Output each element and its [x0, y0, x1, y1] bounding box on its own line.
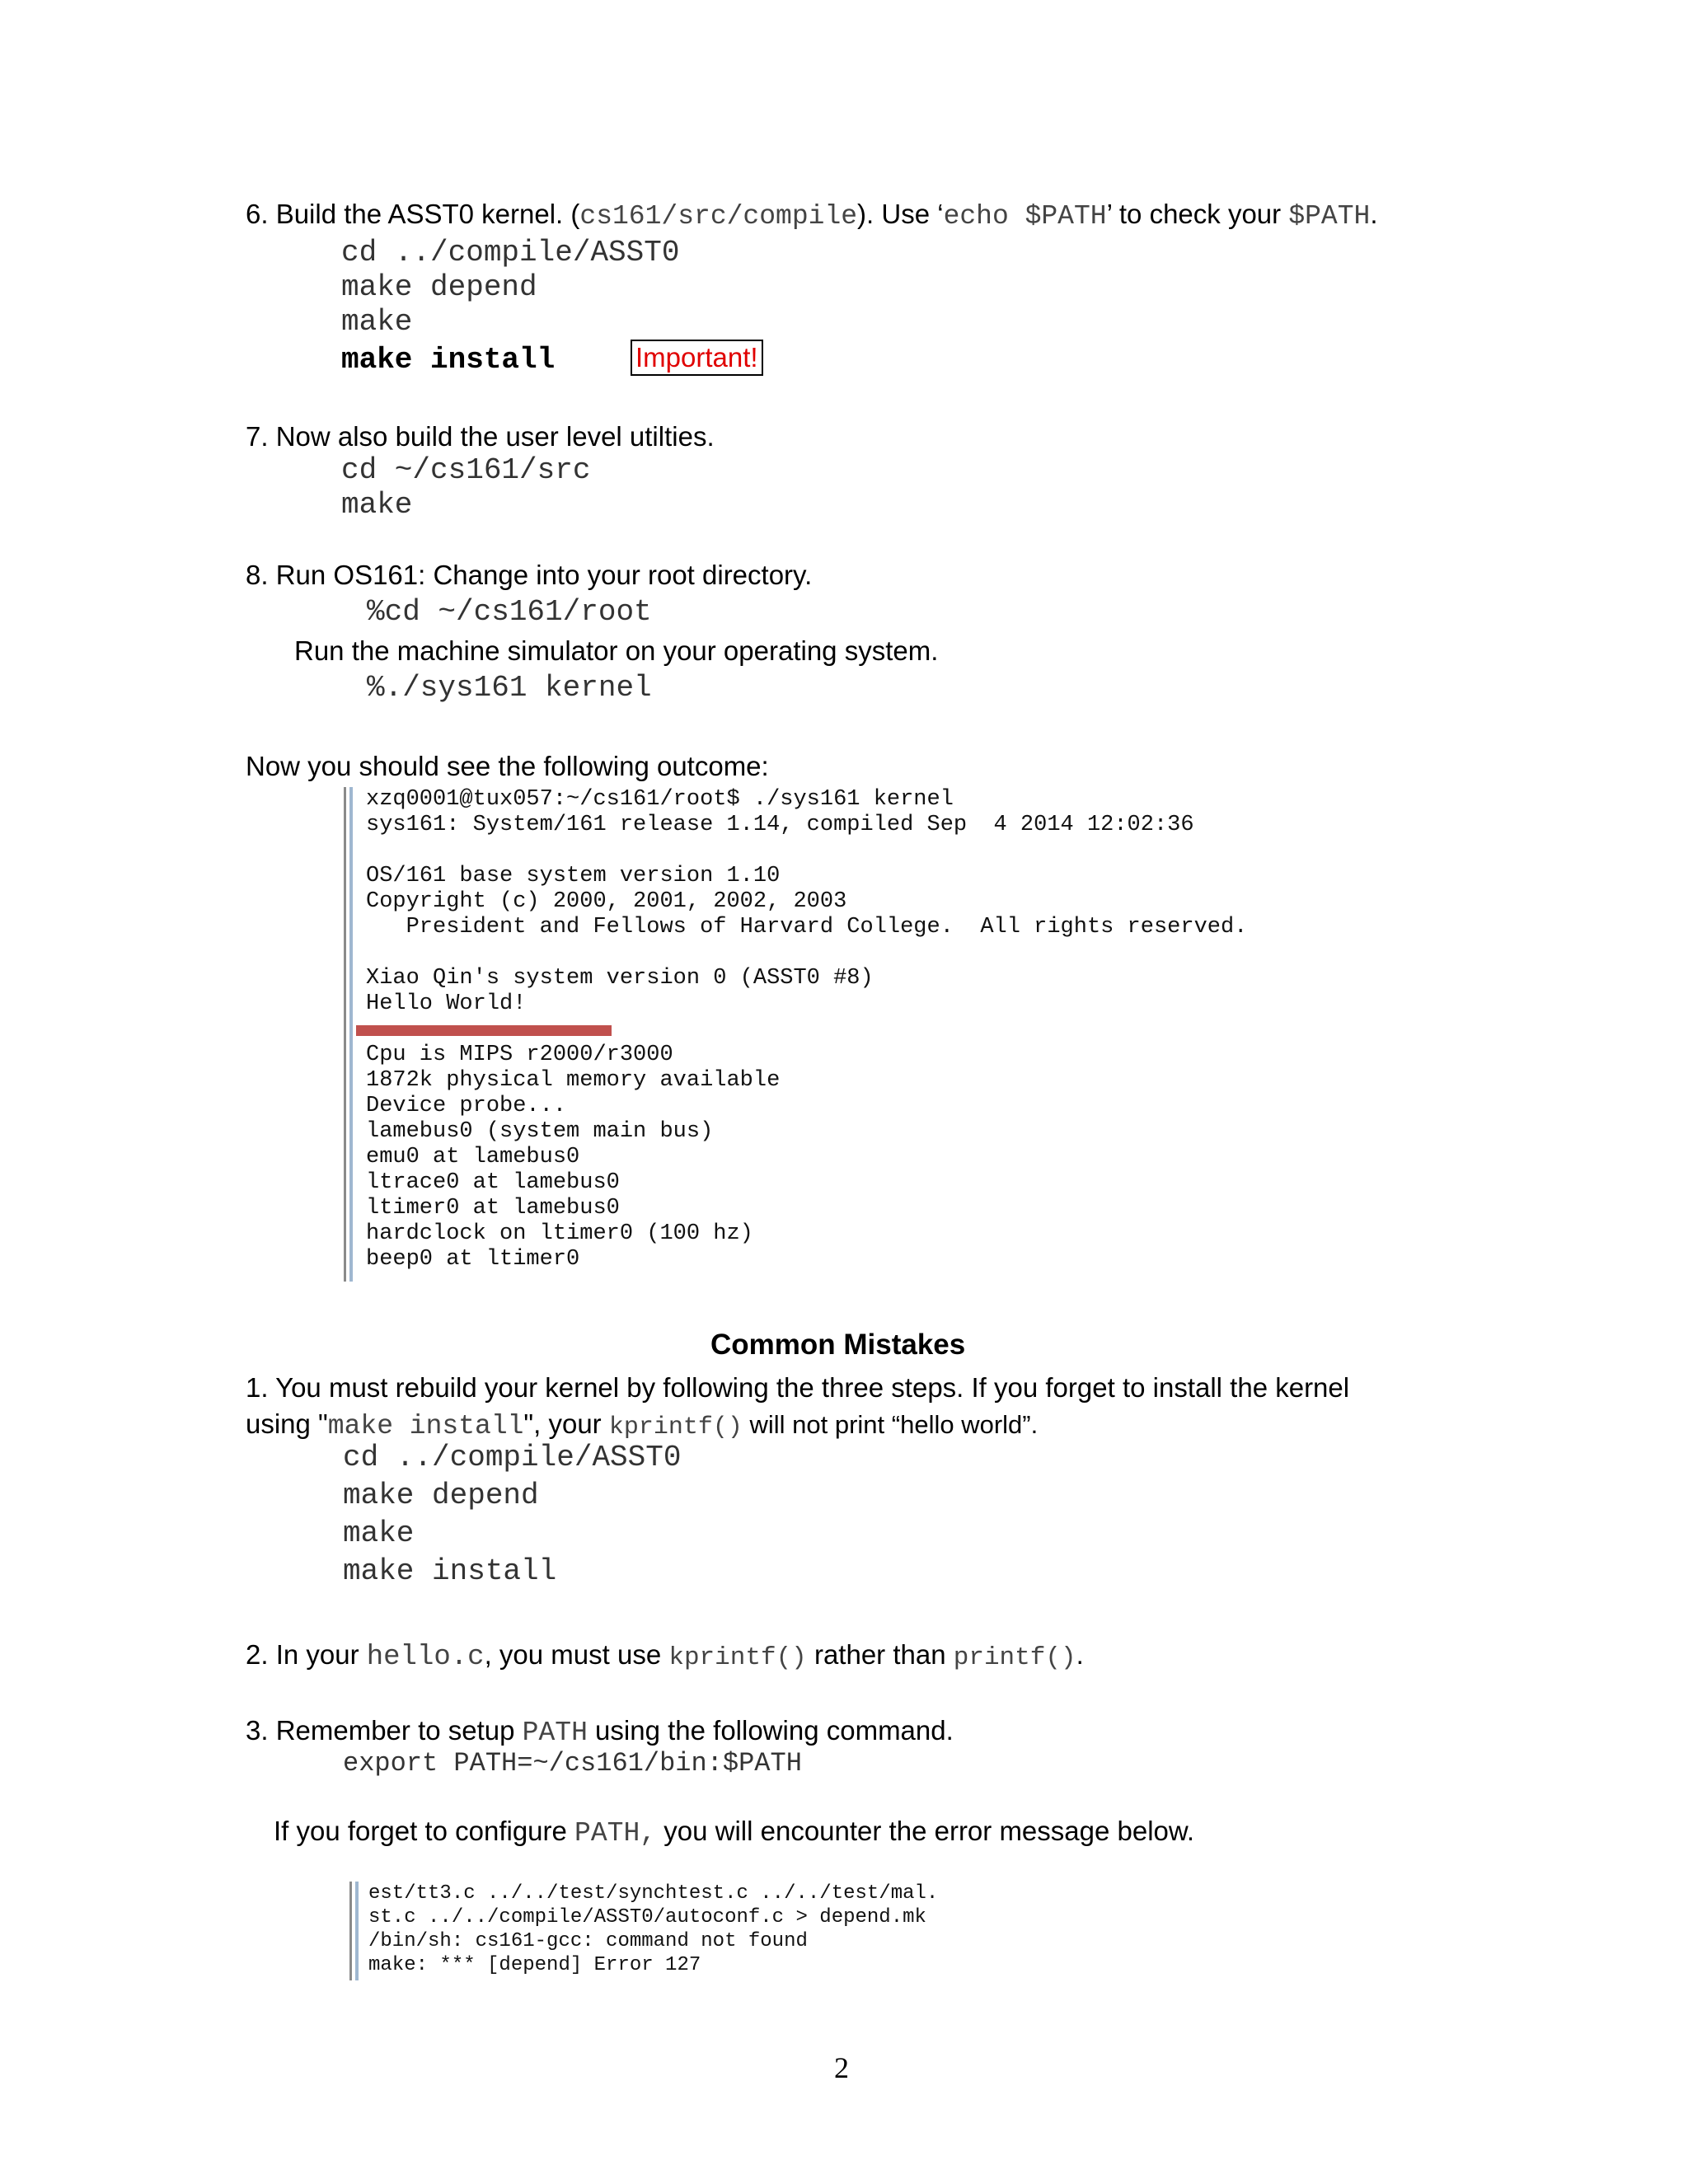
mistake3-note [274, 1815, 1194, 1850]
mistake3 [246, 1714, 954, 1750]
terminal-line: st.c ../../compile/ASST0/autoconf.c > depend.mk [368, 1906, 926, 1929]
mistake2-text-3: rather than [806, 1639, 954, 1670]
terminal-line [366, 838, 1247, 864]
mistake2-text-2: , you must use [484, 1639, 669, 1670]
step8-cmd-1: %cd ~/cs161/root [367, 595, 652, 629]
mistake1-cmd-2: make depend [343, 1479, 539, 1512]
outcome-intro: Now you should see the following outcome: [246, 751, 769, 781]
mistake1-code: make install [327, 1411, 524, 1441]
terminal-line: make: *** [depend] Error 127 [368, 1954, 701, 1976]
terminal-line: OS/161 base system version 1.10 [366, 864, 781, 888]
step6-echo-code: echo $PATH [943, 201, 1107, 232]
terminal-line: /bin/sh: cs161-gcc: command not found [368, 1930, 808, 1952]
step6-heading [246, 198, 1378, 233]
terminal-line: beep0 at ltimer0 [366, 1247, 580, 1272]
mistake2-kprintf-code: kprintf() [668, 1643, 807, 1672]
mistake2-text-4: . [1076, 1639, 1084, 1670]
mistake3-path-code: PATH [522, 1718, 588, 1748]
terminal-line: lamebus0 (system main bus) [366, 1119, 714, 1144]
mistake1-cmd-1: cd ../compile/ASST0 [343, 1441, 682, 1474]
terminal-line: hardclock on ltimer0 (100 hz) [366, 1221, 753, 1246]
mistake1-text-2: ", your [523, 1408, 609, 1439]
terminal-line: ltimer0 at lamebus0 [366, 1196, 620, 1221]
terminal-line: Xiao Qin's system version 0 (ASST0 #8) [366, 966, 874, 991]
terminal-line: sys161: System/161 release 1.14, compiled Sep 4 2014 12:02:36 [366, 813, 1194, 837]
step6-var-code: $PATH [1288, 201, 1371, 232]
terminal-line: est/tt3.c ../../test/synchtest.c ../../test/mal. [368, 1882, 939, 1905]
mistake3-note-text-2: you will encounter the error message below. [656, 1816, 1195, 1846]
mistake1-text-3: will not print “hello world”. [742, 1410, 1039, 1439]
mistake3-note-code: PATH, [574, 1818, 657, 1849]
mistake1-line1: 1. You must rebuild your kernel by following the three steps. If you forget to install the kernel [246, 1372, 1350, 1403]
terminal-line: ltrace0 at lamebus0 [366, 1170, 620, 1195]
terminal-line: xzq0001@tux057:~/cs161/root$ ./sys161 kernel [366, 787, 954, 812]
mistake1-text: using " [246, 1408, 328, 1439]
terminal-line: emu0 at lamebus0 [366, 1145, 580, 1169]
mistake2-hello-code: hello.c [366, 1642, 485, 1673]
mistake3-text-2: using the following command. [587, 1715, 954, 1746]
terminal-line: Device probe... [366, 1094, 567, 1118]
terminal-line [366, 940, 1247, 966]
step6-text-4: . [1370, 199, 1378, 229]
step6-text-2: ). Use ‘ [857, 199, 944, 229]
terminal-line: 1872k physical memory available [366, 1068, 781, 1093]
step6-install-cmd: make install [341, 343, 556, 377]
step6-text: 6. Build the ASST0 kernel. ( [246, 199, 580, 229]
mistake2-printf-code: printf() [953, 1643, 1076, 1672]
step6-path-code: cs161/src/compile [579, 201, 858, 232]
step8-cmd-2: %./sys161 kernel [367, 671, 652, 705]
step8-heading: 8. Run OS161: Change into your root directory. [246, 560, 813, 590]
mistake2-text: 2. In your [246, 1639, 367, 1670]
step6-cmd-3: make [341, 305, 413, 339]
terminal-line: Cpu is MIPS r2000/r3000 [366, 1043, 673, 1067]
terminal-line: Copyright (c) 2000, 2001, 2002, 2003 [366, 889, 847, 914]
mistake2 [246, 1638, 1084, 1675]
terminal-line: Hello World! [366, 991, 527, 1016]
mistake1-line2 [246, 1408, 1038, 1444]
important-callout: Important! [631, 340, 763, 376]
error-terminal-lines [368, 1882, 938, 1977]
step8-text-2: Run the machine simulator on your operating system. [294, 635, 939, 666]
error-terminal [349, 1882, 978, 1980]
terminal-line: President and Fellows of Harvard College. All rights reserved. [366, 915, 1248, 940]
common-mistakes-heading: Common Mistakes [710, 1329, 966, 1361]
step7-cmd-2: make [341, 488, 413, 522]
mistake3-text: 3. Remember to setup [246, 1715, 523, 1746]
step7-cmd-1: cd ~/cs161/src [341, 453, 591, 487]
step6-cmd-1: cd ../compile/ASST0 [341, 236, 680, 269]
mistake3-export-cmd: export PATH=~/cs161/bin:$PATH [343, 1748, 802, 1779]
step6-text-3: ’ to check your [1106, 199, 1289, 229]
mistake1-cmd-3: make [343, 1516, 415, 1550]
page-number: 2 [834, 2051, 849, 2084]
mistake1-cmd-4: make install [343, 1554, 557, 1588]
mistake3-note-text: If you forget to configure [274, 1816, 575, 1846]
mistake1-kprintf-code: kprintf() [608, 1413, 743, 1441]
step7-heading: 7. Now also build the user level utilties. [246, 421, 715, 452]
step6-cmd-2: make depend [341, 270, 537, 304]
highlight-bar [356, 1025, 612, 1036]
